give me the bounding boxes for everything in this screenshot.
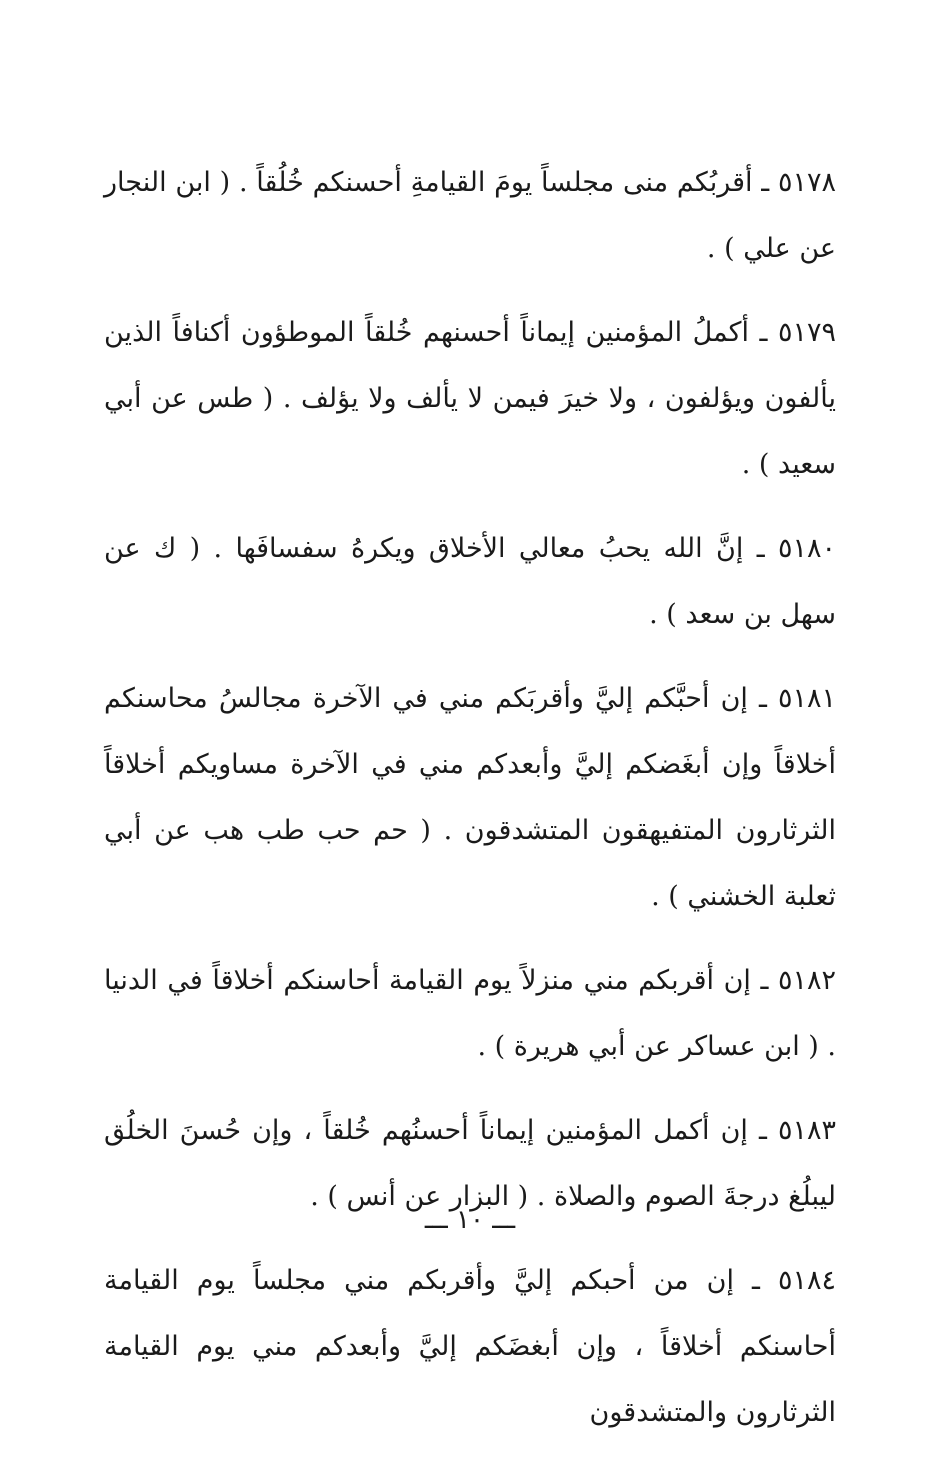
- hadith-entry: [104, 948, 836, 1080]
- hadith-text: إن أكمل المؤمنين إيماناً أحسنُهم خُلقاً ، وإن حُسنَ الخلُق ليبلُغ درجةَ الصوم والصلاة . ( البزار عن أنس ) .: [104, 1115, 836, 1212]
- entry-separator: ـ: [750, 965, 778, 996]
- hadith-text: أقربُكم منى مجلساً يومَ القيامةِ أحسنكم خُلُقاً . ( ابن النجار عن علي ) .: [104, 167, 836, 264]
- entry-separator: ـ: [749, 317, 778, 348]
- hadith-number: ٥١٨١: [778, 683, 837, 714]
- entry-separator: ـ: [747, 1115, 778, 1146]
- entry-separator: ـ: [747, 683, 778, 714]
- hadith-number: ٥١٨٠: [778, 533, 837, 564]
- hadith-list: [104, 150, 836, 1464]
- hadith-entry: [104, 516, 836, 648]
- hadith-text: إنَّ الله يحبُ معالي الأخلاق ويكرهُ سفسافَها . ( ك عن سهل بن سعد ) .: [104, 533, 836, 630]
- hadith-number: ٥١٧٩: [777, 317, 836, 348]
- hadith-entry: [104, 1248, 836, 1446]
- entry-separator: ـ: [733, 1265, 778, 1296]
- hadith-entry: [104, 150, 836, 282]
- page-number: ـــ ١٠ ـــ: [424, 1205, 516, 1235]
- hadith-number: ٥١٨٣: [777, 1115, 836, 1146]
- hadith-entry: [104, 300, 836, 498]
- hadith-text: إن من أحبكم إليَّ وأقربكم مني مجلساً يوم القيامة أحاسنكم أخلاقاً ، وإن أبغضَكم إليَّ وأبعدكم مني يوم القيامة الثرثارون والمتشدقون: [104, 1265, 836, 1428]
- hadith-text: إن أقربكم مني منزلاً يوم القيامة أحاسنكم أخلاقاً في الدنيا . ( ابن عساكر عن أبي هريرة ) .: [104, 965, 836, 1062]
- hadith-entry: [104, 666, 836, 930]
- hadith-text: أكملُ المؤمنين إيماناً أحسنهم خُلقاً الموطؤون أكنافاً الذين يألفون ويؤلفون ، ولا خيرَ فيمن لا يألف ولا يؤلف . ( طس عن أبي سعيد ) .: [104, 317, 836, 480]
- hadith-text: إن أحبَّكم إليَّ وأقربَكم مني في الآخرة مجالسُ محاسنكم أخلاقاً وإن أبغَضكم إليَّ وأبعدكم مني في الآخرة مساويكم أخلاقاً الثرثارون المتفيهقون المتشدقون . ( حم حب طب هب عن أبي ثعلبة الخشني ) .: [104, 683, 836, 912]
- hadith-number: ٥١٨٢: [778, 965, 837, 996]
- entry-separator: ـ: [752, 167, 778, 198]
- hadith-number: ٥١٧٨: [777, 167, 836, 198]
- hadith-number: ٥١٨٤: [777, 1265, 836, 1296]
- entry-separator: ـ: [743, 533, 778, 564]
